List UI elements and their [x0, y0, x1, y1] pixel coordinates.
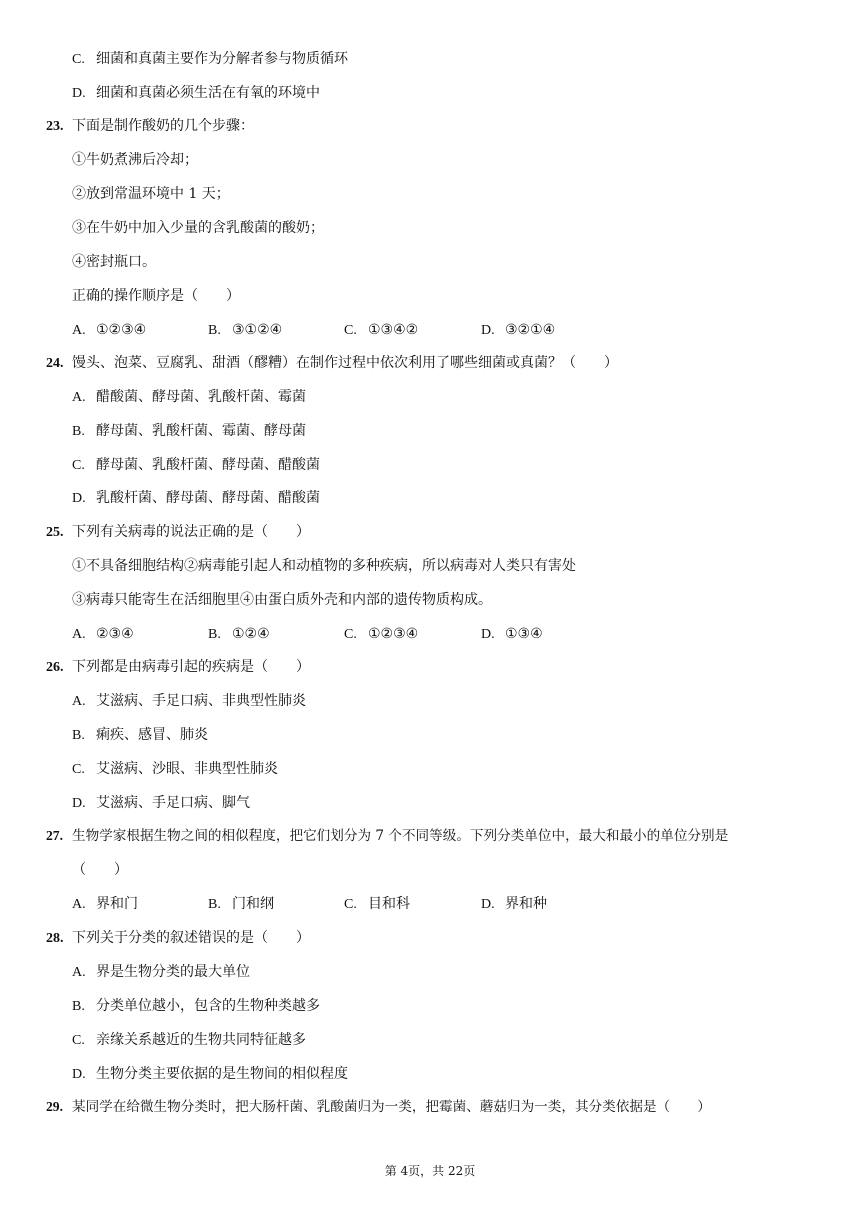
q22-option-d: [72, 84, 320, 102]
question-text: 生物学家根据生物之间的相似程度，把它们划分为 7 个不同等级。下列分类单位中，最大和最小的单位分别是: [72, 828, 729, 844]
option-key: C.: [344, 323, 357, 338]
question-text: 下列有关病毒的说法正确的是（ ）: [72, 524, 310, 540]
question-23: [46, 117, 254, 135]
option-key: A.: [72, 390, 86, 405]
question-text: 下列都是由病毒引起的疾病是（ ）: [72, 659, 310, 675]
q23-option-a: [72, 321, 146, 340]
q22-option-c: [72, 50, 348, 68]
q28-option-c: [72, 1031, 306, 1049]
q23-option-c: [344, 321, 418, 340]
q27-continuation: （ ）: [72, 862, 128, 878]
question-text: 下面是制作酸奶的几个步骤：: [72, 118, 254, 134]
option-text: 目和科: [368, 896, 410, 912]
option-text: 界和种: [505, 896, 547, 912]
option-text: ①②③④: [96, 322, 147, 338]
q23-prompt: 正确的操作顺序是（ ）: [72, 288, 240, 304]
option-text: 门和纲: [232, 896, 274, 912]
q23-step-3: ③在牛奶中加入少量的含乳酸菌的酸奶；: [72, 220, 324, 236]
question-number: 26.: [46, 660, 64, 675]
option-text: 细菌和真菌主要作为分解者参与物质循环: [96, 51, 348, 67]
q24-option-a: [72, 388, 306, 406]
option-key: C.: [72, 52, 85, 67]
option-text: ②③④: [96, 626, 134, 642]
q25-option-a: [72, 625, 134, 644]
option-key: D.: [72, 796, 86, 811]
option-key: B.: [72, 728, 85, 743]
question-25: [46, 523, 310, 541]
q25-statement-2: ③病毒只能寄生在活细胞里④由蛋白质外壳和内部的遗传物质构成。: [72, 592, 492, 608]
q25-statement-1: ①不具备细胞结构②病毒能引起人和动植物的多种疾病，所以病毒对人类只有害处: [72, 558, 576, 574]
q23-step-1: ①牛奶煮沸后冷却；: [72, 152, 198, 168]
option-key: A.: [72, 627, 86, 642]
option-key: D.: [481, 897, 495, 912]
q27-option-d: [481, 895, 547, 914]
option-text: 乳酸杆菌、酵母菌、酵母菌、醋酸菌: [96, 490, 320, 506]
q23-option-b: [208, 321, 282, 340]
option-text: ①③④②: [368, 322, 419, 338]
question-number: 29.: [46, 1099, 63, 1114]
question-text: 下列关于分类的叙述错误的是（ ）: [72, 930, 310, 946]
q26-option-c: [72, 760, 278, 778]
q28-option-d: [72, 1065, 348, 1083]
option-key: A.: [72, 323, 86, 338]
option-text: 亲缘关系越近的生物共同特征越多: [96, 1032, 306, 1048]
option-key: B.: [208, 323, 221, 338]
q26-option-a: [72, 692, 306, 710]
option-text: ③①②④: [232, 322, 283, 338]
option-text: ③②①④: [505, 322, 556, 338]
option-text: 痢疾、感冒、肺炎: [96, 727, 208, 743]
q25-option-b: [208, 625, 270, 644]
option-key: D.: [72, 1067, 86, 1082]
option-key: D.: [481, 323, 495, 338]
option-key: A.: [72, 965, 86, 980]
option-key: A.: [72, 897, 86, 912]
question-26: [46, 658, 310, 676]
question-number: 24.: [46, 356, 64, 371]
q27-options: [72, 895, 772, 913]
option-key: B.: [208, 897, 221, 912]
q26-option-b: [72, 726, 208, 744]
q28-option-a: [72, 963, 250, 981]
option-text: ①②④: [232, 626, 270, 642]
option-text: ①③④: [505, 626, 543, 642]
question-text: 某同学在给微生物分类时，把大肠杆菌、乳酸菌归为一类，把霉菌、蘑菇归为一类，其分类依据是（ ）: [72, 1099, 711, 1115]
option-text: 醋酸菌、酵母菌、乳酸杆菌、霉菌: [96, 389, 306, 405]
option-text: ①②③④: [368, 626, 419, 642]
q23-step-2: ②放到常温环境中 1 天；: [72, 186, 230, 202]
question-number: 27.: [46, 828, 63, 843]
q24-option-b: [72, 422, 306, 440]
question-28: [46, 929, 310, 947]
q28-option-b: [72, 997, 320, 1015]
question-27: [46, 827, 728, 845]
q23-option-d: [481, 321, 555, 340]
option-key: C.: [72, 762, 85, 777]
option-text: 艾滋病、沙眼、非典型性肺炎: [96, 761, 278, 777]
question-29: [46, 1098, 711, 1116]
q25-option-d: [481, 625, 543, 644]
question-number: 23.: [46, 119, 64, 134]
option-key: D.: [72, 491, 86, 506]
q27-option-b: [208, 895, 274, 914]
q27-option-c: [344, 895, 410, 914]
q26-option-d: [72, 794, 250, 812]
option-text: 酵母菌、乳酸杆菌、酵母菌、醋酸菌: [96, 457, 320, 473]
option-text: 细菌和真菌必须生活在有氧的环境中: [96, 85, 320, 101]
q23-options: [72, 321, 772, 339]
question-text: 馒头、泡菜、豆腐乳、甜酒（醪糟）在制作过程中依次利用了哪些细菌或真菌？（ ）: [72, 355, 618, 371]
option-key: A.: [72, 694, 86, 709]
q25-option-c: [344, 625, 418, 644]
option-key: D.: [481, 627, 495, 642]
q24-option-c: [72, 456, 320, 474]
option-key: B.: [72, 999, 85, 1014]
option-text: 界和门: [96, 896, 138, 912]
option-key: C.: [72, 1033, 85, 1048]
option-text: 生物分类主要依据的是生物间的相似程度: [96, 1066, 348, 1082]
question-number: 28.: [46, 931, 64, 946]
question-number: 25.: [46, 525, 64, 540]
option-text: 酵母菌、乳酸杆菌、霉菌、酵母菌: [96, 423, 306, 439]
option-key: C.: [72, 458, 85, 473]
option-key: C.: [344, 897, 357, 912]
question-24: [46, 354, 618, 372]
option-key: B.: [208, 627, 221, 642]
option-text: 分类单位越小，包含的生物种类越多: [96, 998, 320, 1014]
q23-step-4: ④密封瓶口。: [72, 254, 156, 270]
option-text: 艾滋病、手足口病、脚气: [96, 795, 250, 811]
option-key: B.: [72, 424, 85, 439]
option-key: C.: [344, 627, 357, 642]
option-text: 艾滋病、手足口病、非典型性肺炎: [96, 693, 306, 709]
q24-option-d: [72, 489, 320, 507]
q25-options: [72, 625, 772, 643]
page-footer: 第 4页，共 22页: [384, 1164, 476, 1178]
q27-option-a: [72, 895, 138, 914]
option-text: 界是生物分类的最大单位: [96, 964, 250, 980]
option-key: D.: [72, 86, 86, 101]
